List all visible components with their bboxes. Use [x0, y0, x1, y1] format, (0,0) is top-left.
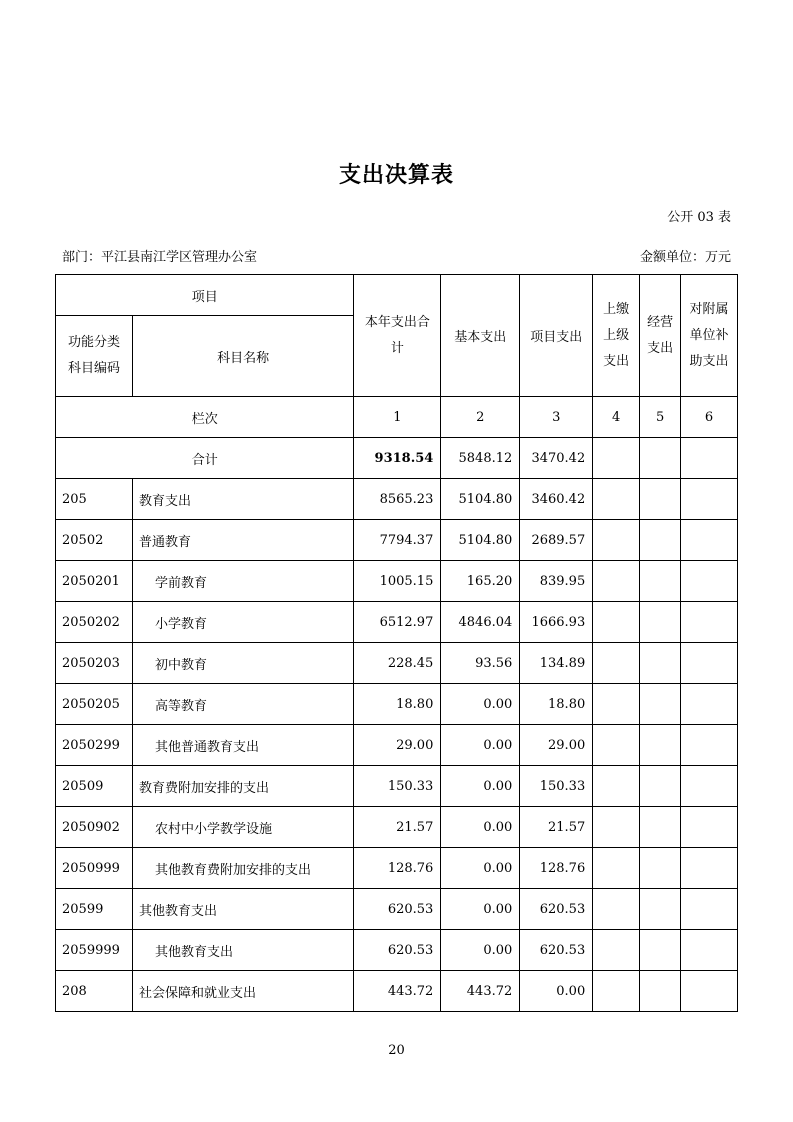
row-project: 1666.93	[520, 602, 593, 643]
column-index-6: 6	[681, 397, 738, 438]
row-subsidy	[681, 479, 738, 520]
row-code: 2050999	[56, 848, 133, 889]
column-index-1: 1	[354, 397, 441, 438]
row-upper	[593, 930, 640, 971]
row-business	[640, 807, 681, 848]
row-basic: 0.00	[441, 807, 520, 848]
table-row	[56, 479, 738, 520]
row-name: 其他普通教育支出	[132, 725, 353, 766]
row-basic: 0.00	[441, 725, 520, 766]
row-upper	[593, 643, 640, 684]
row-name: 普通教育	[132, 520, 353, 561]
row-name: 其他教育支出	[132, 889, 353, 930]
header-subject-name: 科目名称	[132, 316, 353, 397]
row-basic: 4846.04	[441, 602, 520, 643]
row-name: 农村中小学教学设施	[132, 807, 353, 848]
row-name: 小学教育	[132, 602, 353, 643]
row-project: 620.53	[520, 930, 593, 971]
row-code: 20599	[56, 889, 133, 930]
row-total: 228.45	[354, 643, 441, 684]
total-project: 3470.42	[520, 438, 593, 479]
total-amount: 9318.54	[354, 438, 441, 479]
header-total-line1: 本年支出合	[364, 314, 430, 330]
row-total: 29.00	[354, 725, 441, 766]
row-basic: 443.72	[441, 971, 520, 1012]
header-business-line1: 经营	[647, 314, 674, 330]
row-project: 839.95	[520, 561, 593, 602]
row-total: 443.72	[354, 971, 441, 1012]
row-project: 29.00	[520, 725, 593, 766]
header-subsidy-line3: 助支出	[689, 353, 729, 369]
row-subsidy	[681, 848, 738, 889]
row-basic: 0.00	[441, 889, 520, 930]
row-upper	[593, 766, 640, 807]
header-subsidy-line2: 单位补	[689, 327, 729, 343]
row-subsidy	[681, 807, 738, 848]
row-code: 2050201	[56, 561, 133, 602]
row-name: 学前教育	[132, 561, 353, 602]
row-upper	[593, 479, 640, 520]
table-row	[56, 520, 738, 561]
row-business	[640, 766, 681, 807]
row-basic: 0.00	[441, 848, 520, 889]
row-subsidy	[681, 725, 738, 766]
row-subsidy	[681, 520, 738, 561]
row-business	[640, 684, 681, 725]
row-total: 620.53	[354, 889, 441, 930]
row-upper	[593, 848, 640, 889]
header-total-line2: 计	[390, 340, 404, 356]
header-func-code-line2: 科目编码	[67, 361, 120, 376]
column-index-row	[56, 397, 738, 438]
header-item: 项目	[56, 275, 354, 316]
row-business	[640, 520, 681, 561]
row-business	[640, 848, 681, 889]
department-label: 部门：平江县南江学区管理办公室	[62, 250, 258, 265]
header-row-1	[56, 275, 738, 316]
row-project: 128.76	[520, 848, 593, 889]
table-row	[56, 684, 738, 725]
total-subsidy	[681, 438, 738, 479]
table-row	[56, 602, 738, 643]
row-subsidy	[681, 971, 738, 1012]
row-project: 18.80	[520, 684, 593, 725]
page-number: 20	[388, 1043, 405, 1058]
row-business	[640, 930, 681, 971]
row-name: 其他教育支出	[132, 930, 353, 971]
header-func-code	[56, 316, 133, 397]
header-business	[640, 275, 681, 397]
row-name: 初中教育	[132, 643, 353, 684]
row-code: 2050202	[56, 602, 133, 643]
total-upper	[593, 438, 640, 479]
header-total	[354, 275, 441, 397]
row-subsidy	[681, 602, 738, 643]
row-business	[640, 602, 681, 643]
table-row	[56, 725, 738, 766]
row-name: 高等教育	[132, 684, 353, 725]
row-basic: 93.56	[441, 643, 520, 684]
header-business-line2: 支出	[647, 340, 674, 356]
row-business	[640, 889, 681, 930]
row-name: 其他教育费附加安排的支出	[132, 848, 353, 889]
column-index-2: 2	[441, 397, 520, 438]
row-total: 8565.23	[354, 479, 441, 520]
total-row	[56, 438, 738, 479]
row-code: 2050902	[56, 807, 133, 848]
row-upper	[593, 725, 640, 766]
column-index-label: 栏次	[56, 397, 354, 438]
row-subsidy	[681, 684, 738, 725]
row-code: 208	[56, 971, 133, 1012]
table-row	[56, 807, 738, 848]
row-business	[640, 561, 681, 602]
row-code: 2050205	[56, 684, 133, 725]
row-project: 2689.57	[520, 520, 593, 561]
row-upper	[593, 889, 640, 930]
row-upper	[593, 561, 640, 602]
row-code: 20502	[56, 520, 133, 561]
header-subsidy	[681, 275, 738, 397]
row-project: 21.57	[520, 807, 593, 848]
header-basic: 基本支出	[441, 275, 520, 397]
form-number: 公开 03 表	[667, 210, 731, 225]
row-project: 620.53	[520, 889, 593, 930]
column-index-3: 3	[520, 397, 593, 438]
row-total: 620.53	[354, 930, 441, 971]
row-upper	[593, 602, 640, 643]
column-index-4: 4	[593, 397, 640, 438]
row-total: 1005.15	[354, 561, 441, 602]
row-basic: 5104.80	[441, 479, 520, 520]
row-name: 教育支出	[132, 479, 353, 520]
expenditure-table	[55, 274, 738, 1012]
row-business	[640, 971, 681, 1012]
row-project: 3460.42	[520, 479, 593, 520]
row-basic: 165.20	[441, 561, 520, 602]
table-row	[56, 971, 738, 1012]
row-upper	[593, 520, 640, 561]
header-upper-line2: 上级	[603, 327, 630, 343]
table-row	[56, 930, 738, 971]
row-subsidy	[681, 889, 738, 930]
row-name: 社会保障和就业支出	[132, 971, 353, 1012]
row-total: 150.33	[354, 766, 441, 807]
row-code: 2050203	[56, 643, 133, 684]
table-row	[56, 643, 738, 684]
row-upper	[593, 807, 640, 848]
row-business	[640, 643, 681, 684]
header-func-code-line1: 功能分类	[67, 335, 120, 350]
header-project: 项目支出	[520, 275, 593, 397]
table-row	[56, 848, 738, 889]
row-business	[640, 479, 681, 520]
row-total: 6512.97	[354, 602, 441, 643]
header-upper-line3: 支出	[603, 353, 630, 369]
row-total: 21.57	[354, 807, 441, 848]
row-basic: 0.00	[441, 930, 520, 971]
row-code: 20509	[56, 766, 133, 807]
table-row	[56, 889, 738, 930]
row-project: 134.89	[520, 643, 593, 684]
row-upper	[593, 971, 640, 1012]
total-basic: 5848.12	[441, 438, 520, 479]
row-code: 205	[56, 479, 133, 520]
total-label: 合计	[56, 438, 354, 479]
row-subsidy	[681, 930, 738, 971]
row-subsidy	[681, 766, 738, 807]
row-total: 128.76	[354, 848, 441, 889]
row-subsidy	[681, 643, 738, 684]
row-basic: 0.00	[441, 684, 520, 725]
table-row	[56, 561, 738, 602]
row-code: 2050299	[56, 725, 133, 766]
row-upper	[593, 684, 640, 725]
total-business	[640, 438, 681, 479]
table-row	[56, 766, 738, 807]
header-upper	[593, 275, 640, 397]
row-name: 教育费附加安排的支出	[132, 766, 353, 807]
row-basic: 5104.80	[441, 520, 520, 561]
row-total: 18.80	[354, 684, 441, 725]
column-index-5: 5	[640, 397, 681, 438]
amount-unit-label: 金额单位：万元	[639, 250, 731, 265]
row-subsidy	[681, 561, 738, 602]
row-project: 0.00	[520, 971, 593, 1012]
header-upper-line1: 上缴	[603, 301, 630, 317]
row-code: 2059999	[56, 930, 133, 971]
row-project: 150.33	[520, 766, 593, 807]
header-subsidy-line1: 对附属	[689, 301, 729, 317]
page-title: 支出决算表	[338, 163, 454, 188]
row-business	[640, 725, 681, 766]
row-total: 7794.37	[354, 520, 441, 561]
row-basic: 0.00	[441, 766, 520, 807]
